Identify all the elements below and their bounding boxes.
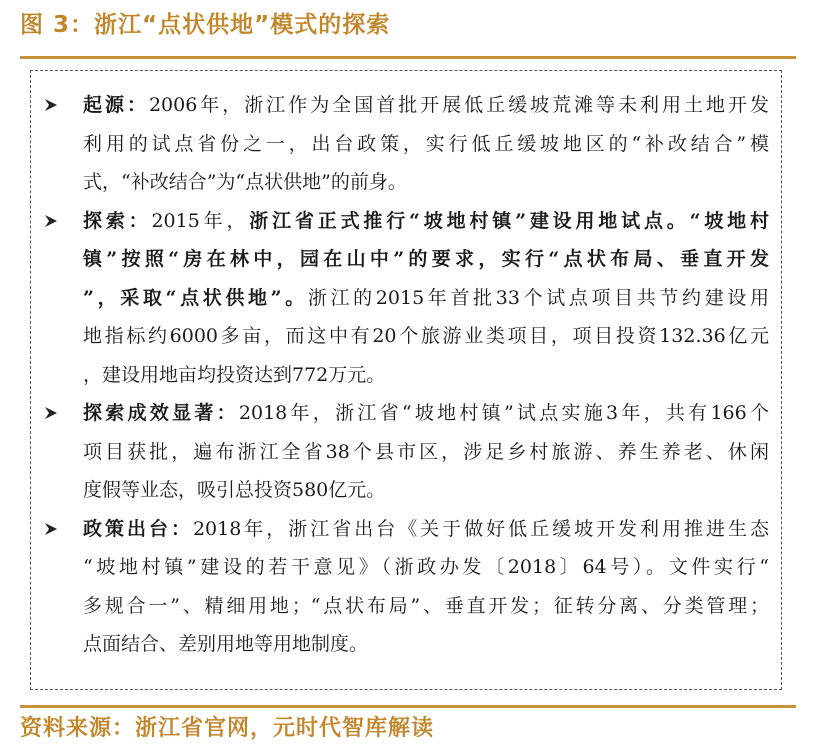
list-item: [31, 203, 781, 396]
list-item: [31, 511, 781, 665]
body-text: 项目获批，遍布浙江全省38个县市区，涉足乡村旅游、养生养老、休闲: [83, 440, 769, 463]
arrow-bullet-icon: [43, 87, 61, 123]
bold-text: 政策出台：: [83, 517, 193, 540]
bold-text: 探索：: [83, 209, 152, 232]
bold-text: 起源：: [83, 94, 149, 116]
text-line: [83, 472, 769, 508]
body-text: 点面结合、差别用地等用地制度。: [83, 633, 369, 655]
figure-title: 图 3：浙江“点状供地”模式的探索: [20, 12, 391, 38]
body-text: 浙江的2015年首批33个试点项目共节约建设用: [307, 286, 769, 309]
body-text: 利用的试点省份之一，出台政策，实行低丘缓坡地区的“补改结合”模: [83, 132, 769, 155]
arrow-bullet-icon: [43, 511, 61, 547]
text-line: [83, 164, 769, 200]
text-line: [83, 588, 769, 624]
arrow-bullet-icon: [43, 395, 61, 431]
body-text: 2018年，浙江省出台《关于做好低丘缓坡开发利用推进生态: [192, 517, 769, 540]
body-text: 地指标约6000多亩，而这中有20个旅游业类项目，项目投资132.36亿元: [83, 325, 769, 347]
text-line: [83, 87, 769, 123]
text-line: [83, 626, 769, 662]
bold-text: 探索成效显著：: [83, 402, 239, 424]
body-text: ，建设用地亩均投资达到772万元。: [83, 363, 386, 386]
bold-text: 镇”按照“房在林中，园在山中”的要求，实行“点状布局、垂直开发: [83, 248, 769, 270]
body-text: 2015年，: [151, 209, 250, 232]
bold-text: ”，采取“点状供地”。: [83, 286, 308, 309]
source-note: 资料来源：浙江省官网，元时代智库解读: [20, 716, 435, 741]
top-divider: [20, 56, 796, 59]
text-line: [83, 357, 769, 393]
arrow-bullet-icon: [43, 203, 61, 239]
bottom-divider: [20, 705, 796, 708]
body-text: 2006年，浙江作为全国首批开展低丘缓坡荒滩等未利用土地开发: [148, 94, 769, 116]
body-text: 度假等业态，吸引总投资580亿元。: [83, 479, 386, 501]
text-line: [83, 318, 769, 354]
bold-text: 浙江省正式推行“坡地村镇”建设用地试点。“坡地村: [249, 209, 769, 232]
text-line: [83, 280, 769, 316]
body-text: 式，“补改结合”为“点状供地”的前身。: [83, 171, 407, 193]
text-line: [83, 395, 769, 431]
text-line: [83, 549, 769, 585]
body-text: 2018年，浙江省“坡地村镇”试点实施3年，共有166个: [238, 402, 769, 424]
text-line: [83, 434, 769, 470]
list-item: [31, 395, 781, 511]
content-box: [30, 70, 782, 690]
text-line: [83, 126, 769, 162]
text-line: [83, 203, 769, 239]
list-item: [31, 87, 781, 203]
body-text: 多规合一”、精细用地；“点状布局”、垂直开发；征转分离、分类管理；: [83, 594, 769, 617]
body-text: “坡地村镇”建设的若干意见》（浙政办发〔2018〕64号）。文件实行“: [83, 556, 769, 578]
text-line: [83, 511, 769, 547]
text-line: [83, 241, 769, 277]
